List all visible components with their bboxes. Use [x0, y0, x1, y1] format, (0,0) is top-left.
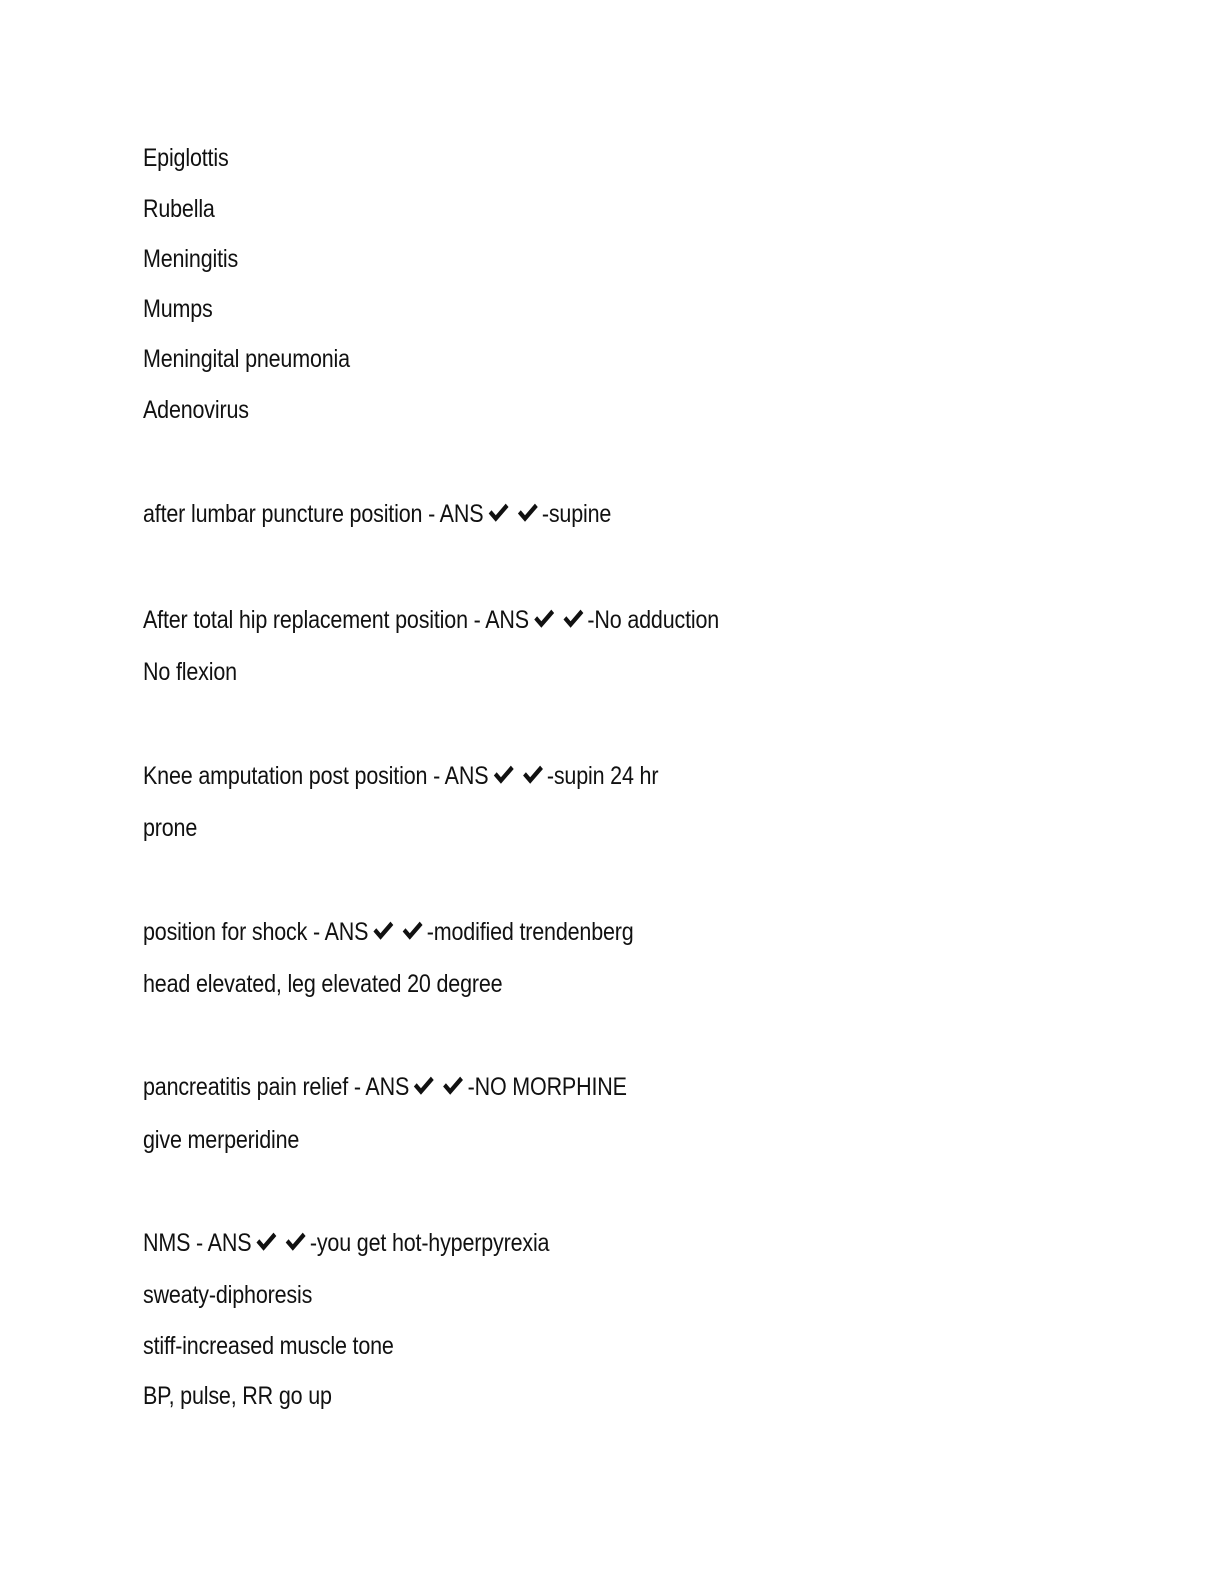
qa-answer: -NO MORPHINE [467, 1073, 627, 1101]
checkmark-icon [516, 502, 539, 524]
qa-question: after lumbar puncture position - ANS [143, 500, 484, 528]
qa-answer: -modified trendenberg [426, 918, 634, 946]
qa-question-line [143, 1072, 627, 1102]
checkmark-icon [372, 920, 395, 942]
qa-extra-line: prone [143, 814, 198, 842]
list-item: Meningital pneumonia [143, 345, 350, 373]
checkmark-icon [413, 1075, 436, 1097]
checkmark-icon [442, 1075, 465, 1097]
qa-question-line [143, 917, 634, 947]
list-item: Mumps [143, 295, 213, 323]
checkmark-icon [521, 764, 544, 786]
list-item: Epiglottis [143, 144, 229, 172]
qa-question: NMS - ANS [143, 1229, 252, 1257]
list-item: Meningitis [143, 245, 239, 273]
qa-extra-line: No flexion [143, 658, 237, 686]
qa-answer: -you get hot-hyperpyrexia [309, 1229, 550, 1257]
qa-question-line [143, 761, 658, 791]
checkmark-icon [255, 1231, 278, 1253]
qa-question-line [143, 499, 611, 529]
list-item: Adenovirus [143, 396, 249, 424]
qa-question: position for shock - ANS [143, 918, 369, 946]
qa-question: Knee amputation post position - ANS [143, 762, 489, 790]
qa-extra-line: give merperidine [143, 1126, 300, 1154]
qa-question-line [143, 1228, 549, 1258]
qa-question: pancreatitis pain relief - ANS [143, 1073, 410, 1101]
qa-answer: -supine [541, 500, 612, 528]
qa-extra-line: BP, pulse, RR go up [143, 1382, 332, 1410]
checkmark-icon [284, 1231, 307, 1253]
qa-answer: -supin 24 hr [546, 762, 659, 790]
qa-extra-line: sweaty-diphoresis [143, 1281, 313, 1309]
qa-question: After total hip replacement position - ANS [143, 606, 529, 634]
qa-question-line [143, 605, 719, 635]
checkmark-icon [532, 608, 555, 630]
checkmark-icon [487, 502, 510, 524]
list-item: Rubella [143, 195, 215, 223]
qa-extra-line: head elevated, leg elevated 20 degree [143, 970, 503, 998]
qa-extra-line: stiff-increased muscle tone [143, 1332, 394, 1360]
checkmark-icon [562, 608, 585, 630]
checkmark-icon [492, 764, 515, 786]
checkmark-icon [401, 920, 424, 942]
qa-answer: -No adduction [587, 606, 720, 634]
